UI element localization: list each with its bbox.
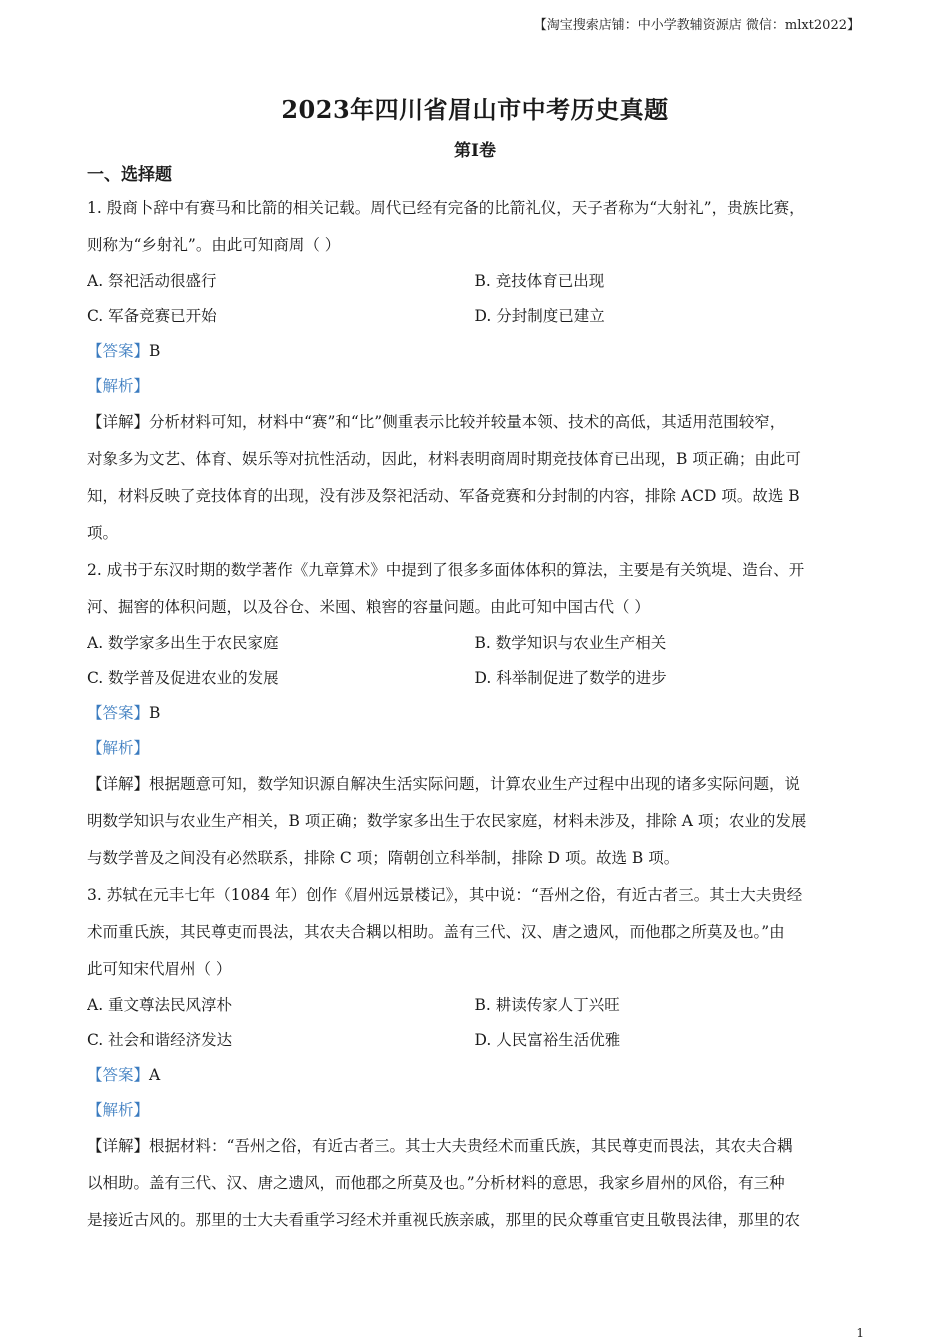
page-title: 2023年四川省眉山市中考历史真题 — [281, 95, 669, 124]
question-stem-line: 则称为“乡射礼”。由此可知商周（ ） — [87, 236, 341, 254]
options-row — [87, 299, 862, 334]
detail-line: 与数学普及之间没有必然联系，排除 C 项；隋朝创立科举制，排除 D 项。故选 B 项。 — [87, 849, 680, 867]
answer-label: 【答案】 — [87, 342, 150, 360]
detail-line: 知，材料反映了竞技体育的出现，没有涉及祭祀活动、军备竞赛和分封制的内容，排除 ACD 项。故选 B — [87, 487, 800, 505]
detail-text: 根据题意可知，数学知识源自解决生活实际问题，计算农业生产过程中出现的诸多实际问题，说 — [149, 775, 801, 793]
options-row — [87, 988, 862, 1023]
question-stem-line: 术而重氏族，其民尊吏而畏法，其农夫合耦以相助。盖有三代、汉、唐之遗风，而他郡之所莫及也。”由 — [87, 923, 785, 941]
answer-label: 【答案】 — [87, 1066, 150, 1084]
detail-text: 分析材料可知，材料中“赛”和“比”侧重表示比较并较量本领、技术的高低，其适用范围较窄， — [149, 413, 786, 431]
detail-line — [87, 766, 862, 803]
options-row — [87, 264, 862, 299]
detail-label: 【详解】 — [87, 413, 150, 431]
question-stem-line: 1. 殷商卜辞中有赛马和比箭的相关记载。周代已经有完备的比箭礼仪，天子者称为“大射礼”，贵族比赛， — [87, 199, 805, 217]
detail-line: 以相助。盖有三代、汉、唐之遗风，而他郡之所莫及也。”分析材料的意思，我家乡眉州的风俗，有三种 — [87, 1174, 785, 1192]
answer-value: B — [149, 704, 161, 722]
option-d: D. 分封制度已建立 — [474, 307, 605, 325]
analysis-label: 【解析】 — [87, 1101, 150, 1119]
page-number: 1 — [856, 1326, 864, 1340]
option-b: B. 耕读传家人丁兴旺 — [474, 996, 620, 1014]
options-row — [87, 1023, 862, 1058]
answer-label: 【答案】 — [87, 704, 150, 722]
detail-line: 对象多为文艺、体育、娱乐等对抗性活动，因此，材料表明商周时期竞技体育已出现，B 项正确；由此可 — [87, 450, 801, 468]
option-b: B. 竞技体育已出现 — [474, 272, 605, 290]
option-b: B. 数学知识与农业生产相关 — [474, 634, 667, 652]
question-1 — [87, 190, 862, 552]
answer-row — [87, 696, 862, 731]
section-heading: 一、选择题 — [87, 165, 172, 185]
answer-value: A — [149, 1066, 161, 1084]
answer-row — [87, 1058, 862, 1093]
option-d: D. 科举制促进了数学的进步 — [474, 669, 667, 687]
analysis-label: 【解析】 — [87, 739, 150, 757]
question-3 — [87, 877, 862, 1239]
detail-line: 项。 — [87, 524, 119, 542]
detail-line: 是接近古风的。那里的士大夫看重学习经术并重视氏族亲戚，那里的民众尊重官吏且敬畏法律，那里的农 — [87, 1211, 801, 1229]
detail-label: 【详解】 — [87, 1137, 150, 1155]
question-2 — [87, 552, 862, 877]
answer-value: B — [149, 342, 161, 360]
detail-label: 【详解】 — [87, 775, 150, 793]
question-stem-line: 此可知宋代眉州（ ） — [87, 960, 232, 978]
detail-text: 根据材料：“吾州之俗，有近古者三。其士大夫贵经术而重氏族，其民尊吏而畏法，其农夫合耦 — [149, 1137, 793, 1155]
page-subtitle: 第I卷 — [454, 141, 496, 161]
option-a: A. 祭祀活动很盛行 — [87, 272, 217, 290]
question-stem-line: 2. 成书于东汉时期的数学著作《九章算术》中提到了很多多面体体积的算法，主要是有关筑堤、造台、开 — [87, 561, 805, 579]
question-stem-line: 3. 苏轼在元丰七年（1084 年）创作《眉州远景楼记》，其中说：“吾州之俗，有近古者三。其士大夫贵经 — [87, 886, 803, 904]
detail-line — [87, 404, 862, 441]
option-a: A. 数学家多出生于农民家庭 — [87, 634, 279, 652]
analysis-label: 【解析】 — [87, 377, 150, 395]
question-stem-line: 河、掘窖的体积问题，以及谷仓、米囤、粮窖的容量问题。由此可知中国古代（ ） — [87, 598, 650, 616]
option-c: C. 军备竞赛已开始 — [87, 307, 217, 325]
answer-row — [87, 334, 862, 369]
detail-line: 明数学知识与农业生产相关，B 项正确；数学家多出生于农民家庭，材料未涉及，排除 A 项；农业的发展 — [87, 812, 807, 830]
option-d: D. 人民富裕生活优雅 — [474, 1031, 621, 1049]
options-row — [87, 661, 862, 696]
options-row — [87, 626, 862, 661]
header-note: 【淘宝搜索店铺：中小学教辅资源店 微信：mlxt2022】 — [533, 18, 860, 33]
detail-line — [87, 1128, 862, 1165]
option-c: C. 数学普及促进农业的发展 — [87, 669, 279, 687]
content-body — [87, 160, 862, 1239]
option-c: C. 社会和谐经济发达 — [87, 1031, 233, 1049]
option-a: A. 重文尊法民风淳朴 — [87, 996, 233, 1014]
